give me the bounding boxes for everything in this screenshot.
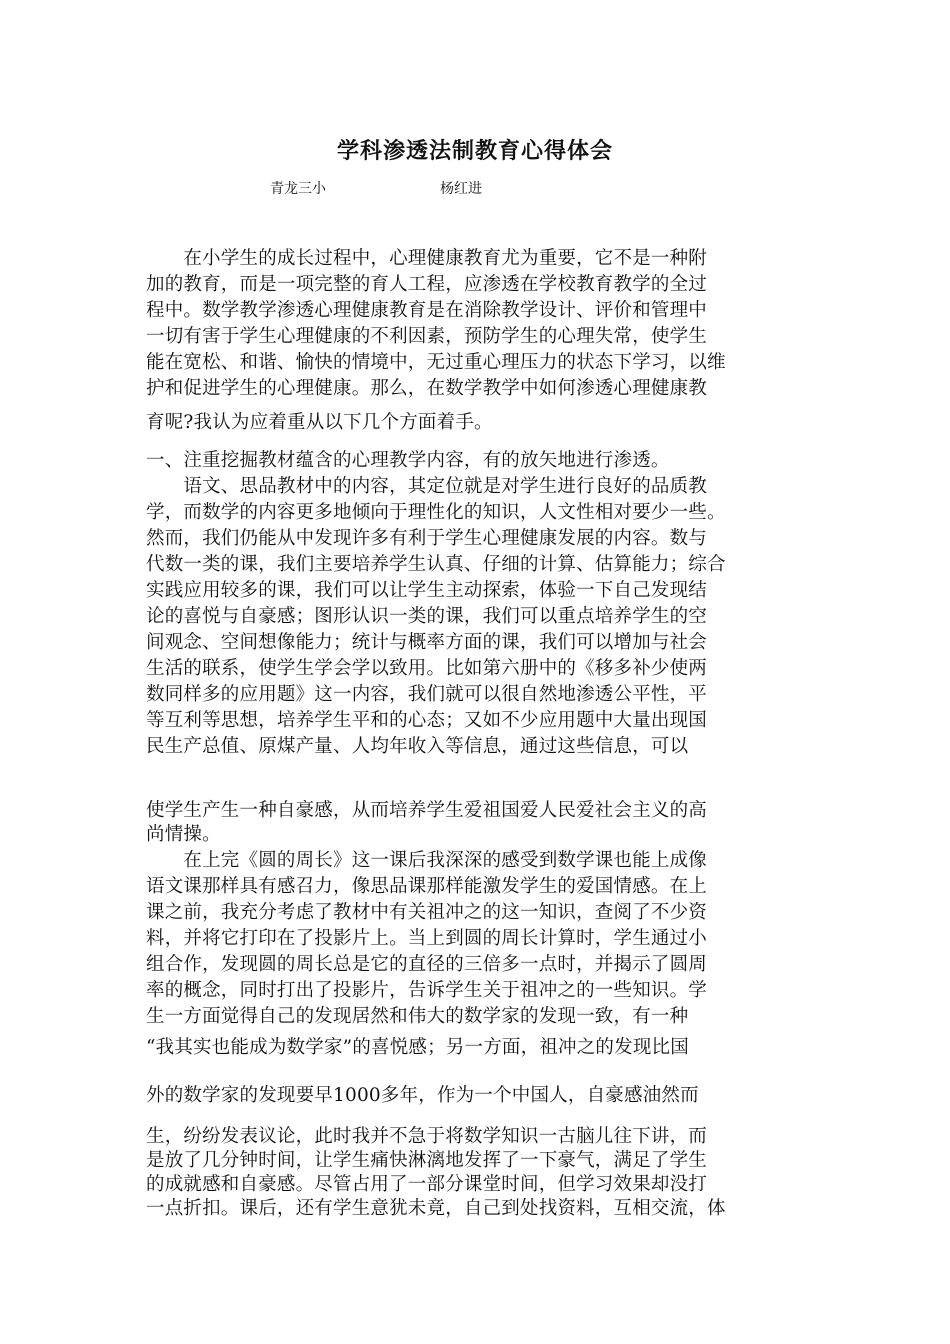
body-line: 一切有害于学生心理健康的不利因素，预防学生的心理失常，使学生 (146, 326, 708, 347)
body-line: 程中。数学教学渗透心理健康教育是在消除教学设计、评价和管理中 (146, 300, 708, 321)
body-line: 论的喜悦与自豪感；图形认识一类的课，我们可以重点培养学生的空 (146, 606, 708, 627)
body-line: 学，而数学的内容更多地倾向于理性化的知识，人文性相对要少一些。 (146, 502, 726, 523)
body-line: 是放了几分钟时间，让学生痛快淋漓地发挥了一下豪气，满足了学生 (146, 1150, 708, 1171)
body-line: 的成就感和自豪感。尽管占用了一部分课堂时间，但学习效果却没打 (146, 1174, 708, 1195)
document-title: 学科渗透法制教育心得体会 (336, 139, 613, 164)
body-line: 外的数学家的发现要早1000多年，作为一个中国人，自豪感油然而 (146, 1085, 699, 1106)
body-line: 能在宽松、和谐、愉快的情境中，无过重心理压力的状态下学习，以维 (146, 352, 726, 373)
body-line: 在小学生的成长过程中，心理健康教育尤为重要，它不是一种附 (146, 248, 708, 269)
body-line: 料，并将它打印在了投影片上。当上到圆的周长计算时，学生通过小 (146, 928, 708, 949)
body-line: 一点折扣。课后，还有学生意犹未竟，自己到处找资料，互相交流，体 (146, 1198, 726, 1219)
body-line: 尚情操。 (146, 824, 221, 845)
body-line: 课之前，我充分考虑了教材中有关祖冲之的这一知识，查阅了不少资 (146, 902, 708, 923)
section-heading: 一、注重挖掘教材蕴含的心理教学内容，有的放矢地进行渗透。 (146, 450, 670, 471)
body-line: 组合作，发现圆的周长总是它的直径的三倍多一点时，并揭示了圆周 (146, 954, 708, 975)
body-line: 实践应用较多的课，我们可以让学生主动探索，体验一下自己发现结 (146, 580, 708, 601)
body-line: 率的概念，同时打出了投影片，告诉学生关于祖冲之的一些知识。学 (146, 980, 708, 1001)
body-line: 语文、思品教材中的内容，其定位就是对学生进行良好的品质教 (146, 476, 708, 497)
body-line: 加的教育，而是一项完整的育人工程，应渗透在学校教育教学的全过 (146, 274, 708, 295)
body-line: 生活的联系，使学生学会学以致用。比如第六册中的《移多补少使两 (146, 658, 708, 679)
body-line: 生一方面觉得自己的发现居然和伟大的数学家的发现一致，有一种 (146, 1006, 689, 1027)
body-line: 使学生产生一种自豪感，从而培养学生爱祖国爱人民爱社会主义的高 (146, 800, 708, 821)
body-line: 育呢?我认为应着重从以下几个方面着手。 (146, 412, 493, 433)
body-line: 代数一类的课，我们主要培养学生认真、仔细的计算、估算能力；综合 (146, 554, 726, 575)
body-line: 生，纷纷发表议论，此时我并不急于将数学知识一古脑儿往下讲，而 (146, 1126, 708, 1147)
body-line: 等互利等思想，培养学生平和的心态；又如不少应用题中大量出现国 (146, 710, 708, 731)
school-name: 青龙三小 (270, 181, 326, 197)
body-line: 护和促进学生的心理健康。那么，在数学教学中如何渗透心理健康教 (146, 378, 708, 399)
author-name: 杨红进 (440, 181, 482, 197)
body-line: 然而，我们仍能从中发现许多有利于学生心理健康发展的内容。数与 (146, 528, 708, 549)
body-line: 在上完《圆的周长》这一课后我深深的感受到数学课也能上成像 (146, 850, 708, 871)
body-line: 语文课那样具有感召力，像思品课那样能激发学生的爱国情感。在上 (146, 876, 708, 897)
body-line: “我其实也能成为数学家”的喜悦感；另一方面，祖冲之的发现比国 (146, 1037, 689, 1058)
body-line: 民生产总值、原煤产量、人均年收入等信息，通过这些信息，可以 (146, 736, 689, 757)
body-line: 数同样多的应用题》这一内容，我们就可以很自然地渗透公平性，平 (146, 684, 708, 705)
body-line: 间观念、空间想像能力；统计与概率方面的课，我们可以增加与社会 (146, 632, 708, 653)
